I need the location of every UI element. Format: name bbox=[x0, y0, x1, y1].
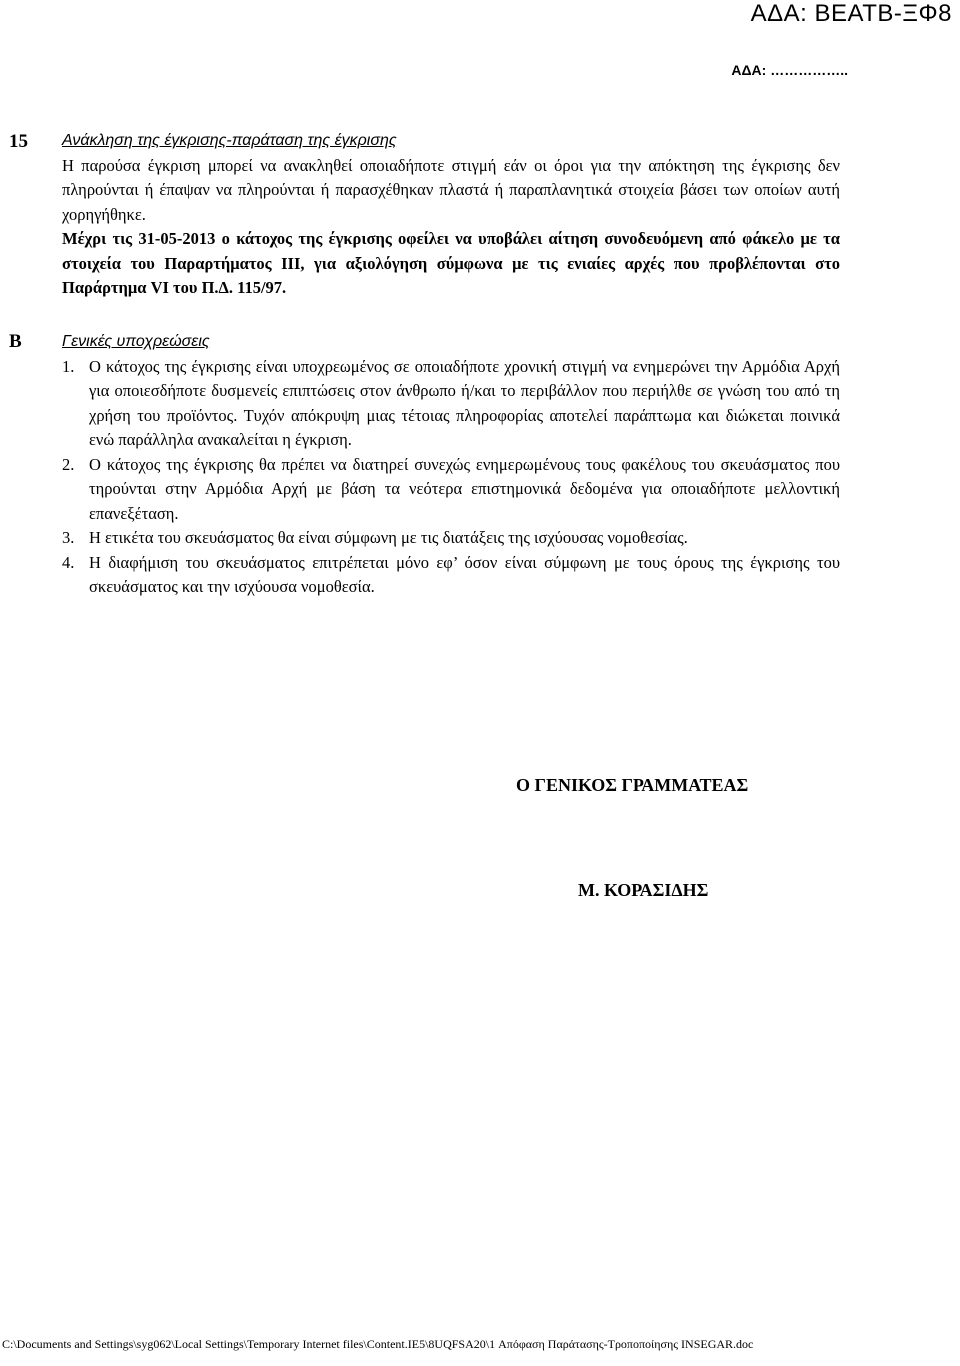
item-text: Ο κάτοχος της έγκρισης είναι υποχρεωμένος σε οποιαδήποτε χρονική στιγμή να ενημερώνει την Αρμόδια Αρχή για οποιεσδήποτε δυσμενείς επιπτώσεις στον άνθρωπο ή/και το περιβάλλον που περιήλθε σε γνώση του από τη χρήση του προϊόντος. Τυχόν απόκρυψη μιας τέτοιας πληροφορίας αποτελεί παράπτωμα και διώκεται ποινικά ενώ παράλληλα ανακαλείται η έγκριση. bbox=[89, 356, 840, 449]
item-number: 2. bbox=[62, 454, 75, 474]
obligations-list bbox=[62, 355, 840, 600]
section-15-number: 15 bbox=[9, 131, 28, 152]
list-item bbox=[62, 526, 840, 551]
section-b-body bbox=[62, 330, 840, 600]
item-number: 3. bbox=[62, 528, 75, 547]
item-text: Η ετικέτα του σκευάσματος θα είναι σύμφωνη με τις διατάξεις της ισχύουσας νομοθεσίας. bbox=[89, 528, 688, 547]
section-15-body bbox=[62, 129, 840, 301]
signatory-title: Ο ΓΕΝΙΚΟΣ ΓΡΑΜΜΑΤΕΑΣ bbox=[516, 775, 749, 795]
revocation-paragraph: Η παρούσα έγκριση μπορεί να ανακληθεί οποιαδήποτε στιγμή εάν οι όροι για την απόκτηση της έγκρισης δεν πληρούνται ή έπαψαν να πληρούνται ή παρασχέθηκαν πλαστά ή παραπλανητικά στοιχεία βάσει των οποίων αυτή χορηγήθηκε. bbox=[62, 155, 840, 224]
section-b-heading: Γενικές υποχρεώσεις bbox=[62, 333, 210, 350]
signatory-name: Μ. ΚΟΡΑΣΙΔΗΣ bbox=[578, 880, 709, 900]
ada-watermark: ΑΔΑ: ΒΕΑΤΒ-ΞΦ8 bbox=[750, 0, 952, 27]
section-15-heading: Ανάκληση της έγκρισης-παράταση της έγκρισης bbox=[62, 132, 397, 149]
ada-label: ΑΔΑ: …………….. bbox=[731, 62, 848, 78]
file-path-footer: C:\Documents and Settings\syg062\Local Settings\Temporary Internet files\Content.IE5\8UQFSA20\1 Απόφαση Παράτασης-Τροποποίησης INSEGAR.doc bbox=[2, 1337, 754, 1351]
list-item bbox=[62, 551, 840, 600]
item-number: 4. bbox=[62, 552, 75, 572]
list-item bbox=[62, 355, 840, 453]
item-text: Η διαφήμιση του σκευάσματος επιτρέπεται μόνο εφ’ όσον είναι σύμφωνη με τους όρους της έγκρισης του σκευάσματος και την ισχύουσα νομοθεσία. bbox=[89, 552, 840, 596]
item-text: Ο κάτοχος της έγκρισης θα πρέπει να διατηρεί συνεχώς ενημερωμένους τους φακέλους του σκευάσματος που τηρούνται στην Αρμόδια Αρχή με βάση τα νεότερα επιστημονικά δεδομένα για οποιαδήποτε μελλοντική επανεξέταση. bbox=[89, 454, 840, 523]
section-b-number: Β bbox=[9, 331, 22, 352]
item-number: 1. bbox=[62, 356, 75, 376]
deadline-paragraph: Μέχρι τις 31-05-2013 ο κάτοχος της έγκρισης οφείλει να υποβάλει αίτηση συνοδευόμενη από φάκελο με τα στοιχεία του Παραρτήματος ΙΙΙ, για αξιολόγηση σύμφωνα με τις ενιαίες αρχές που προβλέπονται στο Παράρτημα VI του Π.Δ. 115/97. bbox=[62, 229, 840, 297]
list-item bbox=[62, 453, 840, 527]
